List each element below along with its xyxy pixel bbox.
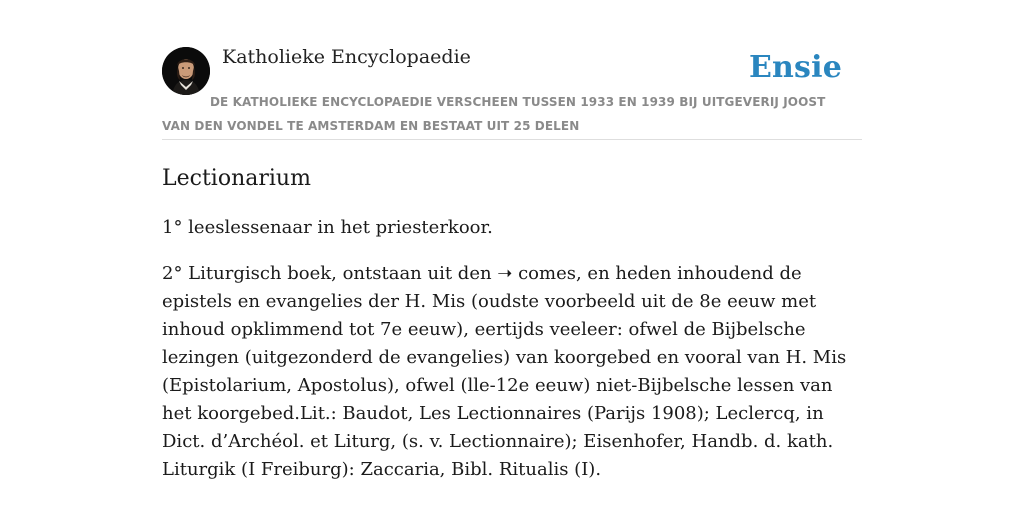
article-title: Lectionarium xyxy=(162,166,311,191)
site-description: DE KATHOLIEKE ENCYCLOPAEDIE VERSCHEEN TUSSEN 1933 EN 1939 BIJ UITGEVERIJ JOOST VAN DEN VONDEL TE AMSTERDAM EN BESTAAT UIT 25 DELEN xyxy=(162,95,826,133)
brand-logo-link[interactable]: Ensie xyxy=(748,50,842,85)
paragraph-2-text-after: , en heden inhoudend de epistels en evangelies der H. Mis (oudste voorbeeld uit de 8e eeuw met inhoud opklimmend tot 7e eeuw), eertijds veeleer: ofwel de Bijbelsche lezingen (uitgezonderd de evangelies) van koorgebed en vooral van H. Mis (Epistolarium, Apostolus), ofwel (lle-12e eeuw) niet-Bijbelsche lessen van het koorgebed.Lit.: Baudot, Les Lectionnaires (Parijs 1908); Leclercq, in Dict. d’Archéol. et Liturg, (s. v. Lectionnaire); Eisenhofer, Handb. d. kath. Liturgik (I Freiburg): Zaccaria, Bibl. Ritualis (I). xyxy=(162,263,847,480)
article-paragraph-1: 1° leeslessenaar in het priesterkoor. xyxy=(162,217,493,238)
paragraph-2-text-before: 2° Liturgisch boek, ontstaan uit den xyxy=(162,263,498,284)
article-main xyxy=(162,164,862,484)
site-header xyxy=(162,0,862,140)
site-title[interactable]: Katholieke Encyclopaedie xyxy=(222,46,471,68)
comes-crossref-link[interactable]: ➝ comes xyxy=(497,263,576,284)
page-container xyxy=(162,0,862,484)
portrait-avatar-icon[interactable] xyxy=(162,47,210,95)
article-paragraph-2 xyxy=(162,260,862,484)
